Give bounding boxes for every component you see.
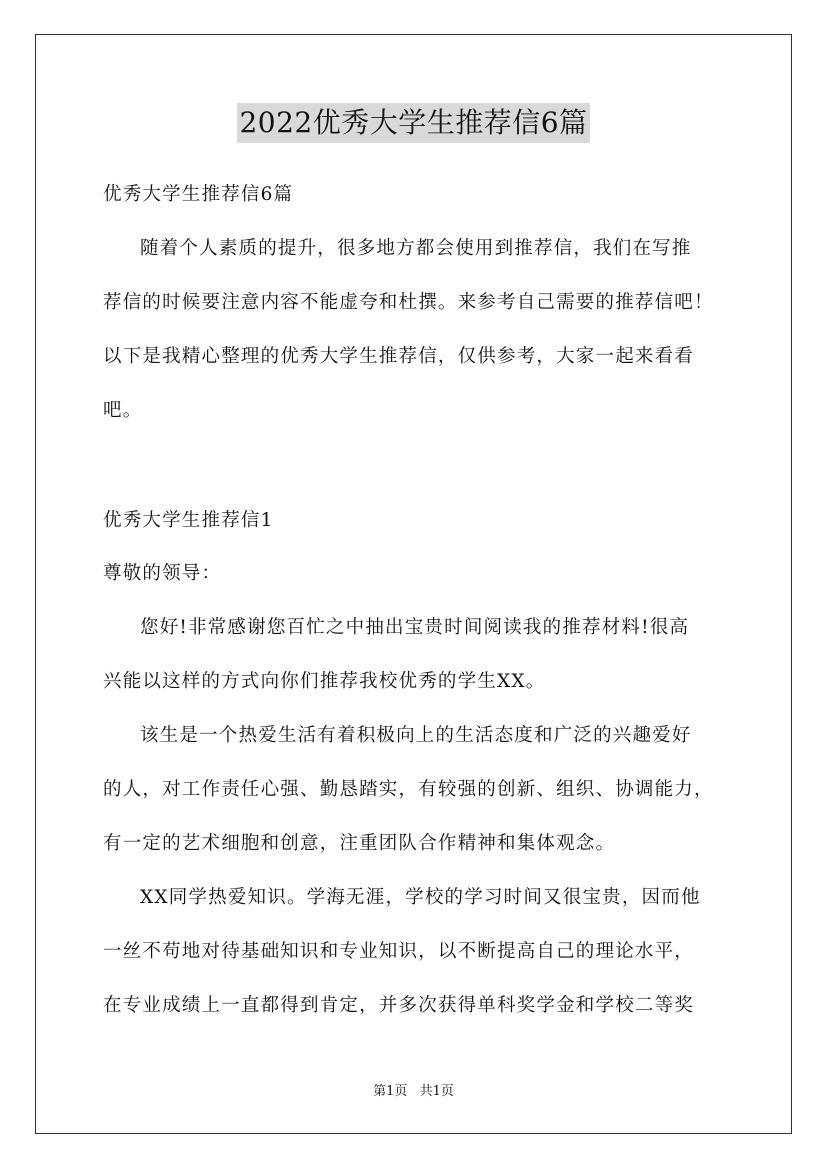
subtitle-line: 优秀大学生推荐信6篇 [103, 184, 294, 205]
paragraph-line: 您好!非常感谢您百忙之中抽出宝贵时间阅读我的推荐材料!很高 [140, 617, 690, 638]
salutation-line: 尊敬的领导： [103, 563, 222, 584]
paragraph-line: 兴能以这样的方式向你们推荐我校优秀的学生XX。 [103, 671, 546, 692]
paragraph-line: 在专业成绩上一直都得到肯定，并多次获得单科奖学金和学校二等奖 [103, 995, 695, 1016]
paragraph-line: 随着个人素质的提升，很多地方都会使用到推荐信，我们在写推 [140, 238, 692, 259]
paragraph-line: 以下是我精心整理的优秀大学生推荐信，仅供参考，大家一起来看看 [103, 346, 695, 367]
document-title: 2022优秀大学生推荐信6篇 [237, 103, 589, 143]
paragraph-line: 一丝不苟地对待基础知识和专业知识，以不断提高自己的理论水平， [103, 941, 695, 962]
page-number: 第1页 [373, 1084, 408, 1099]
paragraph-line: 吧。 [103, 400, 143, 421]
paragraph-line: 的人，对工作责任心强、勤恳踏实，有较强的创新、组织、协调能力， [103, 779, 714, 800]
title-container [0, 103, 827, 143]
section-heading: 优秀大学生推荐信1 [103, 510, 274, 531]
paragraph-line: 荐信的时候要注意内容不能虚夸和杜撰。来参考自己需要的推荐信吧！ [103, 292, 714, 313]
page-total: 共1页 [419, 1084, 454, 1099]
page-footer [0, 1083, 827, 1101]
paragraph-line: 有一定的艺术细胞和创意，注重团队合作精神和集体观念。 [103, 833, 616, 854]
paragraph-line: 该生是一个热爱生活有着积极向上的生活态度和广泛的兴趣爱好 [140, 725, 692, 746]
paragraph-line: XX同学热爱知识。学海无涯，学校的学习时间又很宝贵，因而他 [140, 887, 701, 908]
